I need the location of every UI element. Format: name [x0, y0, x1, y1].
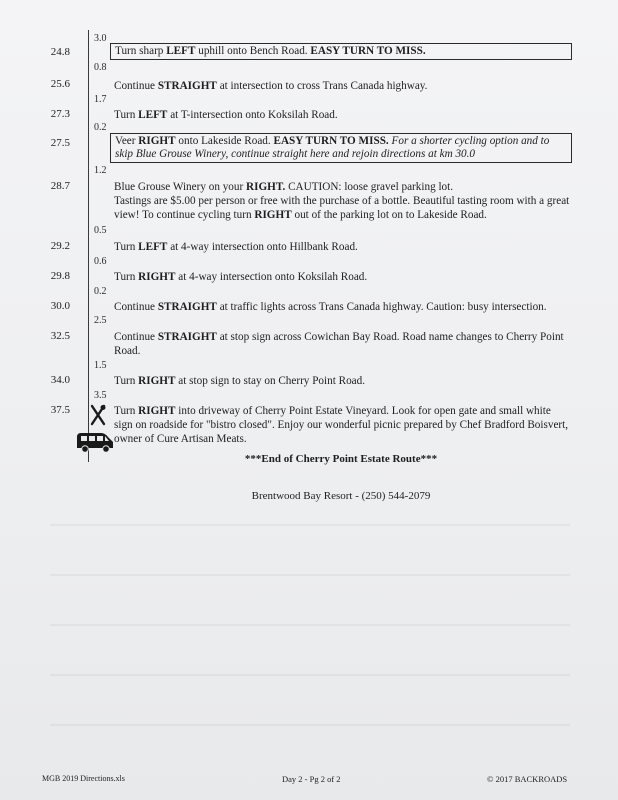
instruction: Turn RIGHT at stop sign to stay on Cherry Point Road. — [114, 375, 366, 387]
distance-gap: 0.2 — [94, 286, 107, 297]
km-marker: 32.5 — [50, 330, 70, 342]
footer-copyright: © 2017 BACKROADS — [487, 774, 568, 784]
van-icon — [75, 428, 115, 459]
distance-gap: 0.5 — [94, 225, 107, 236]
km-marker: 37.5 — [50, 404, 70, 416]
km-marker: 29.2 — [50, 240, 70, 252]
instruction-boxed: Veer RIGHT onto Lakeside Road. EASY TURN TO MISS. For a shorter cycling option and to skip Blue Grouse Winery, continue straight here and rejoin directions at km 30.0 — [110, 133, 572, 163]
distance-gap: 0.2 — [94, 122, 107, 133]
distance-gap: 3.0 — [94, 33, 107, 44]
footer-filename: MGB 2019 Directions.xls — [42, 774, 125, 783]
km-marker: 29.8 — [50, 270, 70, 282]
instruction: Turn LEFT at 4-way intersection onto Hillbank Road. — [114, 241, 358, 253]
distance-gap: 3.5 — [94, 390, 107, 401]
km-marker: 24.8 — [50, 46, 70, 58]
distance-gap: 1.5 — [94, 360, 107, 371]
km-marker: 27.5 — [50, 137, 70, 149]
instruction: Blue Grouse Winery on your RIGHT. CAUTION: loose gravel parking lot. Tastings are $5.00 per person or free with the purchase of a bottle. Beautiful tasting room with a great view! To continue cycling turn RIGHT out of the parking lot on to Lakeside Road. — [114, 181, 570, 221]
instruction: Turn RIGHT into driveway of Cherry Point Estate Vineyard. Look for open gate and small white sign on roadside for "bistro closed". Enjoy our wonderful picnic prepared by Chef Bradford Boisvert, owner of Cure Artisan Meats. — [114, 405, 569, 445]
km-marker: 25.6 — [50, 78, 70, 90]
km-marker: 34.0 — [50, 374, 70, 386]
bleed-through-background — [50, 505, 590, 760]
footer-page-number: Day 2 - Pg 2 of 2 — [282, 774, 341, 784]
distance-gap: 0.6 — [94, 256, 107, 267]
instruction: Continue STRAIGHT at intersection to cross Trans Canada highway. — [114, 80, 428, 92]
distance-gap: 1.7 — [94, 94, 107, 105]
instruction: Turn RIGHT at 4-way intersection onto Koksilah Road. — [114, 271, 368, 283]
km-marker: 30.0 — [50, 300, 70, 312]
distance-gap: 0.8 — [94, 62, 107, 73]
distance-gap: 2.5 — [94, 315, 107, 326]
km-marker: 28.7 — [50, 180, 70, 192]
instruction: Continue STRAIGHT at stop sign across Cowichan Bay Road. Road name changes to Cherry Point Road. — [114, 331, 564, 357]
route-end-line: ***End of Cherry Point Estate Route*** — [244, 453, 438, 465]
km-marker: 27.3 — [50, 108, 70, 120]
instruction-boxed: Turn sharp LEFT uphill onto Bench Road. EASY TURN TO MISS. — [110, 43, 572, 60]
column-divider — [88, 30, 89, 462]
distance-gap: 1.2 — [94, 165, 107, 176]
resort-contact: Brentwood Bay Resort - (250) 544-2079 — [251, 490, 431, 502]
instruction: Continue STRAIGHT at traffic lights across Trans Canada highway. Caution: busy intersection. — [114, 301, 547, 313]
instruction: Turn LEFT at T-intersection onto Koksilah Road. — [114, 109, 338, 121]
fork-knife-icon — [89, 404, 107, 431]
